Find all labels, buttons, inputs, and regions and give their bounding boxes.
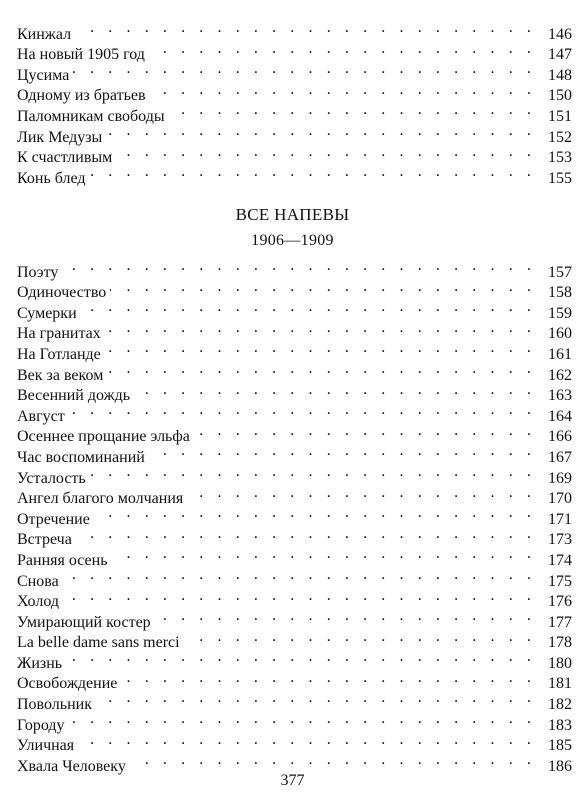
toc-entry (17, 400, 572, 425)
toc-entry (17, 750, 572, 775)
toc-entry-title: Освобождение (17, 675, 118, 693)
toc-entry-title: Городу (17, 716, 65, 734)
dot-leader (105, 318, 536, 339)
toc-entry-page: 174 (548, 551, 572, 569)
toc-entry (17, 586, 572, 611)
toc-entry-page: 146 (548, 25, 572, 43)
dot-leader (184, 627, 536, 648)
toc-entry-page: 170 (548, 490, 572, 508)
toc-entry (17, 162, 572, 187)
dot-leader (75, 18, 536, 39)
toc-entry-title: Хвала Человеку (17, 757, 126, 775)
dot-leader (69, 709, 536, 730)
toc-entry (17, 318, 572, 343)
dot-leader (63, 586, 536, 607)
toc-entry (17, 462, 572, 487)
toc-entry-title: Сумерки (17, 304, 77, 322)
toc-entry-title: На Готланде (17, 345, 101, 363)
toc-entry-title: Ранняя осень (17, 551, 108, 569)
toc-entry-title: Осеннее прощание эльфа (17, 428, 190, 446)
toc-entry (17, 647, 572, 672)
toc-entry-page: 160 (548, 325, 572, 343)
toc-entry-page: 164 (548, 407, 572, 425)
toc-entry (17, 256, 572, 281)
toc-entry (17, 730, 572, 755)
dot-leader (78, 730, 536, 751)
toc-entry-page: 163 (548, 387, 572, 405)
dot-leader (149, 441, 536, 462)
dot-leader (90, 462, 536, 483)
toc-entry (17, 606, 572, 631)
toc-entry (17, 80, 572, 105)
dot-leader (116, 142, 536, 163)
toc-entry-page: 182 (548, 696, 572, 714)
toc-entry-title: Холод (17, 593, 59, 611)
toc-entry-page: 151 (548, 107, 572, 125)
toc-entry-title: Лик Медузы (17, 128, 103, 146)
toc-entry (17, 688, 572, 714)
toc-entry-page: 178 (548, 634, 572, 652)
dot-leader (69, 400, 536, 421)
toc-entry-page: 180 (548, 654, 572, 672)
dot-leader (76, 524, 536, 545)
toc-entry-title: К счастливым (17, 149, 113, 167)
toc-entry-title: Встреча (17, 531, 72, 549)
toc-entry (17, 565, 572, 590)
dot-leader (106, 121, 536, 142)
toc-entry-title: Усталость (17, 469, 86, 487)
section-years: 1906—1909 (251, 232, 334, 249)
toc-entry-page: 155 (548, 169, 572, 187)
dot-leader (121, 668, 536, 689)
toc-entry-page: 169 (548, 469, 572, 487)
toc-entry-title: Цусима (17, 66, 70, 84)
dot-leader (94, 503, 536, 524)
toc-entry-title: La belle dame sans merci (17, 634, 180, 652)
toc-entry-title: Жизнь (17, 654, 63, 672)
toc-entry-title: Паломникам свободы (17, 107, 165, 125)
toc-entry-title: Век за веком (17, 366, 104, 384)
toc-list-top (17, 18, 572, 187)
page-number: 377 (280, 772, 305, 789)
dot-leader (149, 39, 536, 60)
toc-entry-page: 159 (548, 304, 572, 322)
toc-entry-page: 147 (548, 46, 572, 64)
toc-entry (17, 59, 572, 84)
toc-list-bottom (17, 256, 572, 775)
toc-entry-title: Умирающий костер (17, 613, 151, 631)
dot-leader (194, 421, 536, 442)
toc-entry-title: Ангел благого молчания (17, 490, 184, 508)
toc-entry-page: 161 (548, 345, 572, 363)
toc-entry (17, 39, 572, 64)
toc-entry-title: Одному из братьев (17, 87, 146, 105)
dot-leader (62, 256, 536, 277)
toc-entry-title: Одиночество (17, 284, 107, 302)
toc-entry-page: 183 (548, 716, 572, 734)
toc-entry-page: 177 (548, 613, 572, 631)
toc-entry (17, 483, 572, 508)
toc-entry-title: Август (17, 407, 65, 425)
dot-leader (130, 750, 536, 771)
toc-entry-title: Весенний дождь (17, 387, 131, 405)
toc-entry-page: 175 (548, 572, 572, 590)
dot-leader (112, 544, 537, 565)
toc-entry-title: На новый 1905 год (17, 46, 145, 64)
toc-entry-page: 173 (548, 531, 572, 549)
dot-leader (169, 100, 536, 121)
toc-entry (17, 544, 572, 569)
toc-entry (17, 421, 572, 446)
toc-entry-page: 171 (548, 510, 572, 528)
toc-entry-page: 162 (548, 366, 572, 384)
toc-entry-title: Час воспоминаний (17, 448, 145, 466)
toc-entry-title: Кинжал (17, 25, 72, 43)
dot-leader (150, 80, 536, 101)
toc-entry (17, 503, 572, 528)
dot-leader (73, 59, 536, 80)
toc-entry-page: 185 (548, 737, 572, 755)
toc-entry (17, 277, 572, 302)
dot-leader (66, 647, 536, 668)
toc-entry-title: Конь блед (17, 169, 86, 187)
toc-entry-page: 166 (548, 428, 572, 446)
dot-leader (155, 606, 536, 627)
toc-entry (17, 668, 572, 693)
toc-entry (17, 18, 572, 43)
dot-leader (134, 380, 536, 401)
toc-entry-title: Отречение (17, 510, 90, 528)
dot-leader (81, 297, 536, 318)
toc-entry (17, 524, 572, 549)
toc-entry-title: Снова (17, 572, 59, 590)
toc-entry-page: 148 (548, 66, 572, 84)
dot-leader (63, 565, 536, 586)
toc-entry-page: 150 (548, 87, 572, 105)
section-title: ВСЕ НАПЕВЫ (235, 205, 350, 224)
toc-entry-page: 152 (548, 128, 572, 146)
toc-entry (17, 709, 572, 734)
toc-entry-page: 186 (548, 757, 572, 775)
dot-leader (96, 688, 536, 709)
dot-leader (105, 338, 536, 359)
dot-leader (90, 162, 537, 183)
toc-entry-title: Повольник (17, 696, 92, 714)
toc-entry-title: Поэту (17, 263, 59, 281)
dot-leader (107, 359, 536, 380)
toc-entry-page: 167 (548, 448, 572, 466)
toc-entry-page: 181 (548, 675, 572, 693)
dot-leader (187, 483, 536, 504)
dot-leader (110, 277, 536, 298)
toc-entry-page: 176 (548, 593, 572, 611)
toc-entry-title: Уличная (17, 737, 75, 755)
toc-entry (17, 297, 572, 322)
toc-entry-page: 153 (548, 149, 572, 167)
toc-entry-page: 157 (548, 263, 572, 281)
toc-entry-page: 158 (548, 284, 572, 302)
toc-entry-title: На гранитах (17, 325, 101, 343)
